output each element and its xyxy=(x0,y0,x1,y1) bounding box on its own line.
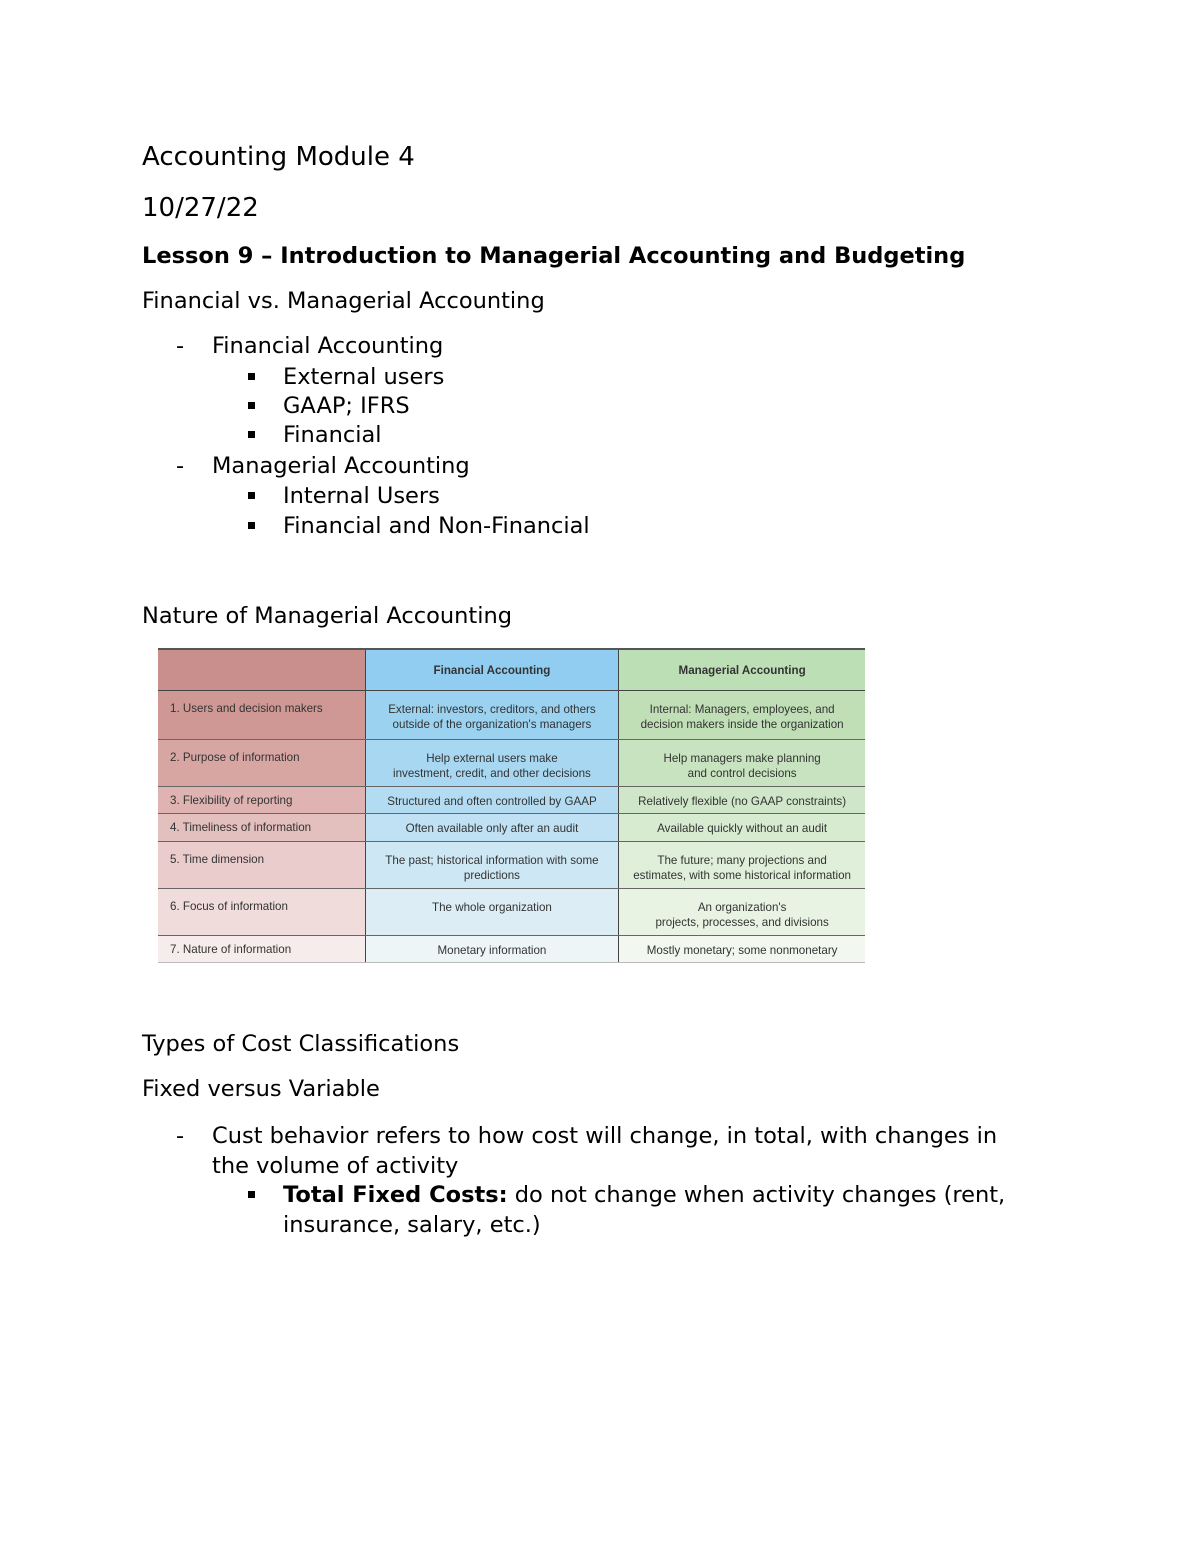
financial-cell-line: Structured and often controlled by GAAP xyxy=(387,795,597,808)
sublist-item: Financial xyxy=(283,422,382,448)
lesson-heading: Lesson 9 – Introduction to Managerial Accounting and Budgeting xyxy=(142,243,966,269)
square-bullet-icon xyxy=(248,402,255,409)
square-bullet-icon xyxy=(248,1191,255,1198)
section-heading-nature: Nature of Managerial Accounting xyxy=(142,603,512,629)
table-row xyxy=(158,814,865,842)
dash-bullet: - xyxy=(176,1123,185,1149)
financial-cell-line: Often available only after an audit xyxy=(405,822,579,835)
managerial-cell-line: Relatively flexible (no GAAP constraints) xyxy=(638,795,847,808)
list-item-financial-accounting: Financial Accounting xyxy=(212,333,444,359)
managerial-cell-line: estimates, with some historical information xyxy=(633,869,852,882)
sublist-item: Financial and Non-Financial xyxy=(283,513,590,539)
table-header-financial: Financial Accounting xyxy=(365,649,619,691)
managerial-cell xyxy=(619,889,865,936)
document-title: Accounting Module 4 xyxy=(142,142,415,172)
comparison-table xyxy=(158,648,865,963)
financial-cell xyxy=(365,740,619,787)
section-heading-cost-classifications: Types of Cost Classifications xyxy=(142,1031,460,1057)
row-label: 7. Nature of information xyxy=(158,936,365,963)
square-bullet-icon xyxy=(248,431,255,438)
fixed-costs-definition: do not change when activity changes (rent, xyxy=(507,1182,1006,1208)
table-row xyxy=(158,787,865,814)
sublist-item: Internal Users xyxy=(283,483,440,509)
dash-bullet: - xyxy=(176,453,185,479)
table-row xyxy=(158,691,865,740)
sublist-item: External users xyxy=(283,364,445,390)
managerial-cell-line: Internal: Managers, employees, and xyxy=(649,703,835,716)
financial-cell xyxy=(365,936,619,963)
managerial-cell-line: projects, processes, and divisions xyxy=(655,916,829,929)
square-bullet-icon xyxy=(248,522,255,529)
managerial-cell-line: Available quickly without an audit xyxy=(657,822,828,835)
managerial-cell-line: Help managers make planning xyxy=(663,752,821,765)
financial-cell xyxy=(365,889,619,936)
financial-cell-line: The past; historical information with some xyxy=(385,854,599,867)
managerial-cell xyxy=(619,691,865,740)
managerial-cell xyxy=(619,740,865,787)
table-row xyxy=(158,842,865,889)
fixed-costs-line1 xyxy=(283,1181,1005,1209)
financial-cell xyxy=(365,842,619,889)
managerial-cell xyxy=(619,842,865,889)
table-header-cell xyxy=(158,649,365,691)
table-row xyxy=(158,740,865,787)
financial-cell-line: predictions xyxy=(463,869,520,882)
fixed-costs-term: Total Fixed Costs: xyxy=(283,1182,508,1208)
table-row xyxy=(158,936,865,963)
managerial-cell xyxy=(619,787,865,814)
list-item-managerial-accounting: Managerial Accounting xyxy=(212,453,470,479)
row-label: 5. Time dimension xyxy=(158,842,365,889)
cost-behavior-line2: the volume of activity xyxy=(212,1153,459,1179)
managerial-cell-line: and control decisions xyxy=(687,767,797,780)
row-label: 4. Timeliness of information xyxy=(158,814,365,842)
financial-cell-line: The whole organization xyxy=(432,901,552,914)
subheading-fixed-vs-variable: Fixed versus Variable xyxy=(142,1076,380,1102)
document-date: 10/27/22 xyxy=(142,193,259,223)
managerial-cell xyxy=(619,936,865,963)
financial-cell xyxy=(365,787,619,814)
financial-cell-line: investment, credit, and other decisions xyxy=(393,767,591,780)
financial-cell-line: Help external users make xyxy=(426,752,558,765)
managerial-cell-line: decision makers inside the organization xyxy=(640,718,844,731)
table-row xyxy=(158,889,865,936)
table-header-row xyxy=(158,649,865,691)
managerial-cell-line: An organization's xyxy=(697,901,787,914)
row-label: 6. Focus of information xyxy=(158,889,365,936)
financial-cell-line: outside of the organization's managers xyxy=(392,718,592,731)
row-label: 1. Users and decision makers xyxy=(158,691,365,740)
table-header-managerial: Managerial Accounting xyxy=(619,649,865,691)
managerial-cell-line: Mostly monetary; some nonmonetary xyxy=(646,944,838,957)
managerial-cell xyxy=(619,814,865,842)
cost-behavior-line1: Cust behavior refers to how cost will change, in total, with changes in xyxy=(212,1123,998,1149)
dash-bullet: - xyxy=(176,333,185,359)
financial-cell xyxy=(365,691,619,740)
square-bullet-icon xyxy=(248,492,255,499)
square-bullet-icon xyxy=(248,373,255,380)
row-label: 3. Flexibility of reporting xyxy=(158,787,365,814)
section-heading-financial-vs-managerial: Financial vs. Managerial Accounting xyxy=(142,288,545,314)
financial-cell xyxy=(365,814,619,842)
financial-cell-line: External: investors, creditors, and others xyxy=(388,703,596,716)
sublist-item: GAAP; IFRS xyxy=(283,393,410,419)
fixed-costs-line2: insurance, salary, etc.) xyxy=(283,1212,541,1238)
row-label: 2. Purpose of information xyxy=(158,740,365,787)
financial-cell-line: Monetary information xyxy=(437,944,547,957)
managerial-cell-line: The future; many projections and xyxy=(657,854,827,867)
